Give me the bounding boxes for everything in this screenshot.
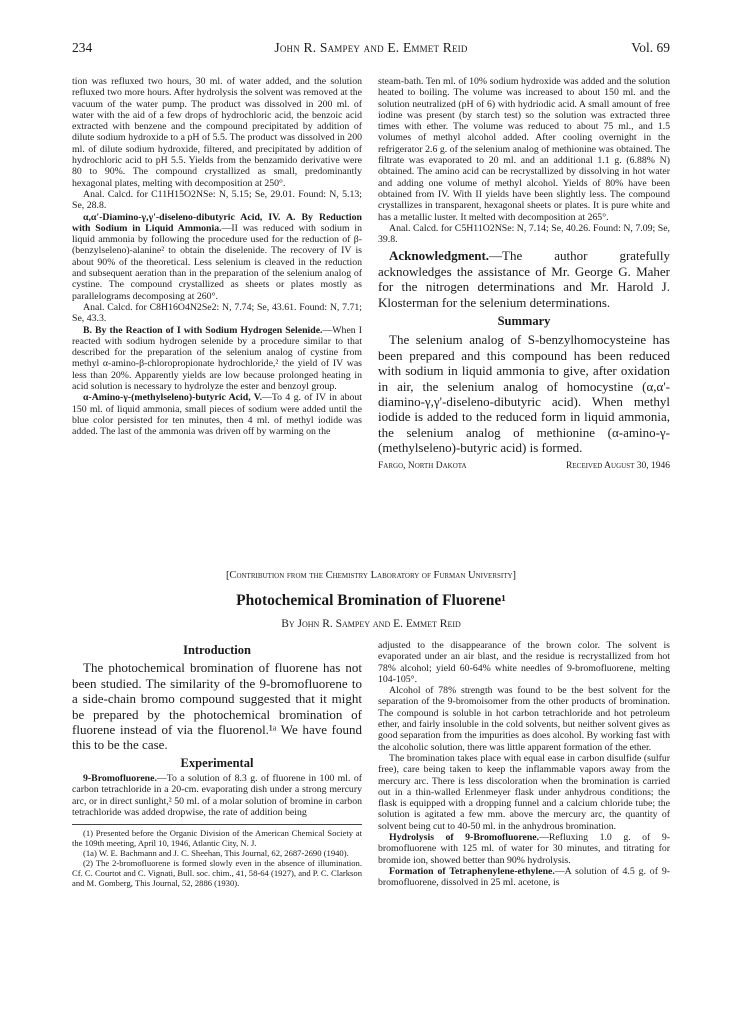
article-byline: By John R. Sampey and E. Emmet Reid — [281, 618, 461, 630]
footnote: (2) The 2-bromofluorene is formed slowly even in the absence of illumination. Cf. C. Courtot and C. Vignati, Bull. soc. chim., 41, 58-64 (1927), and P. C. Clarkson and M. Gomberg, This Journal, 52, 2886 (1930). — [72, 858, 362, 889]
paragraph-body: —When I reacted with sodium hydrogen selenide by a procedure similar to that described for the preparation of the selenium analog of cystine from methyl α-amino-β-chloropropionate hydrochloride,² the yield of IV was less than 20%. Apparently yields are low because prolonged heating in acid solution is necessary to hydrolyze the ester and benzoyl group. — [72, 324, 362, 393]
right-column-lower — [378, 640, 670, 889]
analysis-text: Anal. Calcd. for C11H15O2NSe: N, 5.15; Se, 29.01. Found: N, 5.13; Se, 28.8. — [72, 188, 362, 212]
location: Fargo, North Dakota — [378, 460, 467, 471]
ack-heading: Acknowledgment. — [389, 248, 490, 264]
dateline — [378, 461, 670, 472]
paragraph: The bromination takes place with equal ease in carbon disulfide (sulfur free), care being taken to keep the inflammable vapors away from the mercury arc. There is less discoloration when the bromination is carried out in a thin-walled Erlenmeyer flask under anhydrous conditions; the flask is equipped with a dropping funnel and a calcium chloride tube; the solution is agitated a few mm. above the mercury arc, the quantity of solvent being cut to 40-50 ml. in the anhydrous bromination. — [378, 752, 670, 832]
contribution-line: [Contribution from the Chemistry Laboratory of Furman University] — [225, 570, 517, 581]
page-number: 234 — [72, 40, 93, 55]
volume-label: Vol. 69 — [631, 40, 670, 55]
run-in-heading: B. By the Reaction of I with Sodium Hydrogen Selenide. — [83, 324, 323, 336]
received-date: Received August 30, 1946 — [566, 460, 670, 471]
paragraph: Alcohol of 78% strength was found to be the best solvent for the separation of the 9-bromoisomer from the other products of bromination. The compound is soluble in hot carbon tetrachloride and hot petroleum ether, and fairly insoluble in the cold solvents, but neither solvent gives as good separation from the impurities as does alcohol. By working fast with the alcoholic solution, there was little apparent formation of the ether. — [378, 685, 670, 753]
run-in-heading: 9-Bromofluorene. — [83, 773, 157, 785]
running-authors: John R. Sampey and E. Emmet Reid — [274, 40, 468, 55]
analysis-line — [72, 189, 362, 212]
left-column-upper — [72, 76, 362, 438]
paragraph-body: —II was reduced with sodium in liquid ammonia by following the procedure used for the reduction of β-(benzylseleno)-alanine² to obtain the diselenide. The recovery of IV is about 90% of the theoretical. Less selenium is cleaved in the reduction and subsequent aeration than in the preparation of the selenium analog of cystine. The compound crystallized as sheets or plates mostly as parallelograms decomposing at 260°. — [72, 222, 362, 302]
article-title: Photochemical Bromination of Fluorene¹ — [236, 592, 506, 609]
paragraph-body: —To a solution of 8.3 g. of fluorene in 100 ml. of carbon tetrachloride in a 20-cm. evaporating dish under a strong mercury arc, or in direct sunlight,² 50 ml. of a molar solution of bromine in carbon tetrachloride was added dropwise, the rate of addition being — [72, 773, 362, 818]
paragraph — [72, 325, 362, 393]
run-in-heading: α,α'-Diamino-γ,γ'-diseleno-dibutyric Acid, IV. A. By Reduction with Sodium in Liquid Ammonia. — [72, 211, 362, 234]
paragraph — [72, 773, 362, 818]
paragraph — [378, 832, 670, 866]
footnote: (1a) W. E. Bachmann and J. C. Sheehan, This Journal, 62, 2687-2690 (1940). — [83, 848, 349, 859]
paragraph: steam-bath. Ten ml. of 10% sodium hydroxide was added and the solution heated to boiling. The volume was increased to about 150 ml. and the solution neutralized (pH of 6) with hydriodic acid. A small amount of free iodine was present (by starch test) so the solution was extracted three times with ether. The volume was reduced to about 75 ml., and 1.5 volumes of methyl alcohol added. After cooling overnight in the refrigerator 2.6 g. of the selenium analog of methionine was obtained. The filtrate was evaporated to 20 ml. and an additional 1.1 g. (6.88% N) obtained. The amino acid can be recrystallized by dissolving in hot water and adding one volume of methyl alcohol. Yields of 80% have been obtained from IV. With II yields have been slightly less. The compound crystallizes in transparent, hexagonal sheets or plates. It is pure white and has a metallic luster. It melted with decomposition at 265°. — [378, 76, 670, 223]
paragraph — [72, 212, 362, 302]
run-in-heading: Formation of Tetraphenylene-ethylene. — [389, 865, 555, 877]
paragraph — [378, 866, 670, 889]
run-in-heading: Hydrolysis of 9-Bromofluorene. — [389, 832, 540, 844]
paragraph: adjusted to the disappearance of the brown color. The solvent is evaporated under an air blast, and the residue is recrystallized from hot 78% alcohol; yield 60-64% white needles of 9-bromofluorene, melting 104-105°. — [378, 640, 670, 685]
section-heading-introduction: Introduction — [183, 643, 251, 657]
right-column-upper — [378, 76, 670, 472]
run-in-heading: α-Amino-γ-(methylseleno)-butyric Acid, V. — [83, 392, 263, 404]
running-header — [72, 40, 670, 60]
left-column-lower — [72, 640, 362, 888]
analysis-line — [378, 223, 670, 246]
analysis-text: Anal. Calcd. for C8H16O4N2Se2: N, 7.74; Se, 43.61. Found: N, 7.71; Se, 43.3. — [72, 301, 362, 325]
ack-body: —The author gratefully acknowledges the assistance of Mr. George G. Maher for the nitrogen determinations and Mr. Harold J. Klosterman for the selenium determinations. — [378, 248, 670, 310]
summary-heading: Summary — [497, 314, 551, 329]
paragraph-body: —Refluxing 1.0 g. of 9-bromofluorene with 125 ml. of water for 30 minutes, and titrating for bromide ion, showed better than 90% hydrolysis. — [378, 832, 670, 866]
paragraph: tion was refluxed two hours, 30 ml. of water added, and the solution refluxed two more hours. After hydrolysis the solvent was removed at the vacuum of the water pump. The product was dissolved in 200 ml. of water with the aid of a few drops of hydrochloric acid, the benzoic acid extracted with benzene and the compound precipitated by addition of dilute sodium hydroxide to a pH of 5.5. The product was dissolved in 200 ml. of dilute sodium hydroxide, filtered, and precipitated by addition of hydrochloric acid to pH 5.5. Yields from the benzamido derivative were 80 to 90%. The compound crystallized as small, predominantly hexagonal plates, melting with decomposition at 250°. — [72, 76, 362, 189]
paragraph-body: —To 4 g. of IV in about 150 ml. of liquid ammonia, small pieces of sodium were added until the blue color persisted for ten minutes, then 4 ml. of methyl iodide was added. The last of the ammonia was driven off by warming on the — [72, 392, 362, 438]
acknowledgment — [378, 248, 670, 310]
analysis-line — [72, 302, 362, 325]
section-heading-experimental: Experimental — [180, 755, 254, 770]
introduction-body: The photochemical bromination of fluorene has not been studied. The similarity of the 9-bromofluorene to a side-chain bromo compound suggested that it might be prepared by the photochemical bromination of fluorene instead of via the fluorenol.¹ᵃ We have found this to be the case. — [72, 660, 362, 753]
analysis-text: Anal. Calcd. for C5H11O2NSe: N, 7.14; Se, 40.26. Found: N, 7.09; Se, 39.8. — [378, 222, 670, 246]
paragraph — [72, 392, 362, 437]
summary-body: The selenium analog of S-benzylhomocysteine has been prepared and this compound has been reduced with sodium in liquid ammonia to give, after oxidation in air, the selenium analog of homocystine (α,α'-diamino-γ,γ'-diseleno-dibutyric acid). When methyl iodide is added to the reduced form in liquid ammonia, the selenium analog of methionine (α-amino-γ-(methylseleno)-butyric acid) is formed. — [378, 332, 670, 456]
footnote: (1) Presented before the Organic Division of the American Chemical Society at the 109th meeting, April 10, 1946, Atlantic City, N. J. — [72, 828, 362, 849]
footnote-rule — [72, 824, 362, 825]
paragraph-body: —A solution of 4.5 g. of 9-bromofluorene, dissolved in 25 ml. acetone, is — [378, 865, 670, 889]
